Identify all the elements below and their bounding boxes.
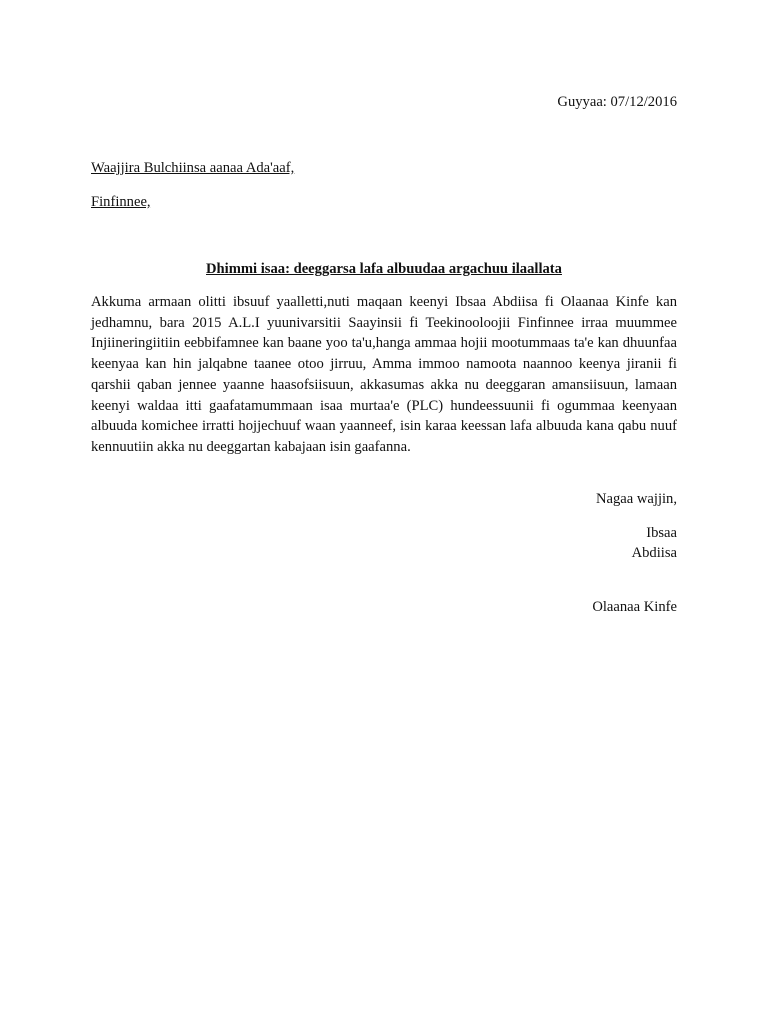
letter-subject: Dhimmi isaa: deeggarsa lafa albuudaa argachuu ilaallata bbox=[206, 261, 562, 277]
signatory-1 bbox=[577, 523, 677, 563]
signatory-2: Olaanaa Kinfe bbox=[592, 599, 677, 615]
letter-closing: Nagaa wajjin, bbox=[595, 491, 677, 507]
letter-body: Akkuma armaan olitti ibsuuf yaalletti,nuti maqaan keenyi Ibsaa Abdiisa fi Olaanaa Kinfe kan jedhamnu, bara 2015 A.L.I yuunivarsitii Saayinsii fi Teekinooloojii Finfinnee irraa muummee Injiineringiitiin eebbifamnee kan baane yoo ta'u,hanga ammaa hojii mootummaas ta'e kan dhuunfaa keenyaa kan hin jalqabne taanee otoo jirruu, Amma immoo namoota naannoo keenya jiranii fi qarshii qaban jennee yaanne haasofsiisuun, akkasumas akka nu deeggaran amansiisuun, lamaan keenyi waldaa itti gaafatamummaan isaa murtaa'e (PLC) hundeessuunii fi ogummaa keenyaan albuuda komichee irratti hojjechuuf waan yaanneef, isin karaa keessan lafa albuuda kana qabu nuuf kennuutiin akka nu deeggartan kabajaan isin gaafanna. bbox=[91, 294, 677, 455]
letter-recipient: Waajjira Bulchiinsa aanaa Ada'aaf, bbox=[91, 160, 295, 176]
signatory-1-first-name: Ibsaa bbox=[646, 525, 677, 541]
signatory-1-last-name: Abdiisa bbox=[631, 545, 677, 561]
letter-date: Guyyaa: 07/12/2016 bbox=[557, 94, 677, 110]
letter-city: Finfinnee, bbox=[91, 194, 151, 210]
